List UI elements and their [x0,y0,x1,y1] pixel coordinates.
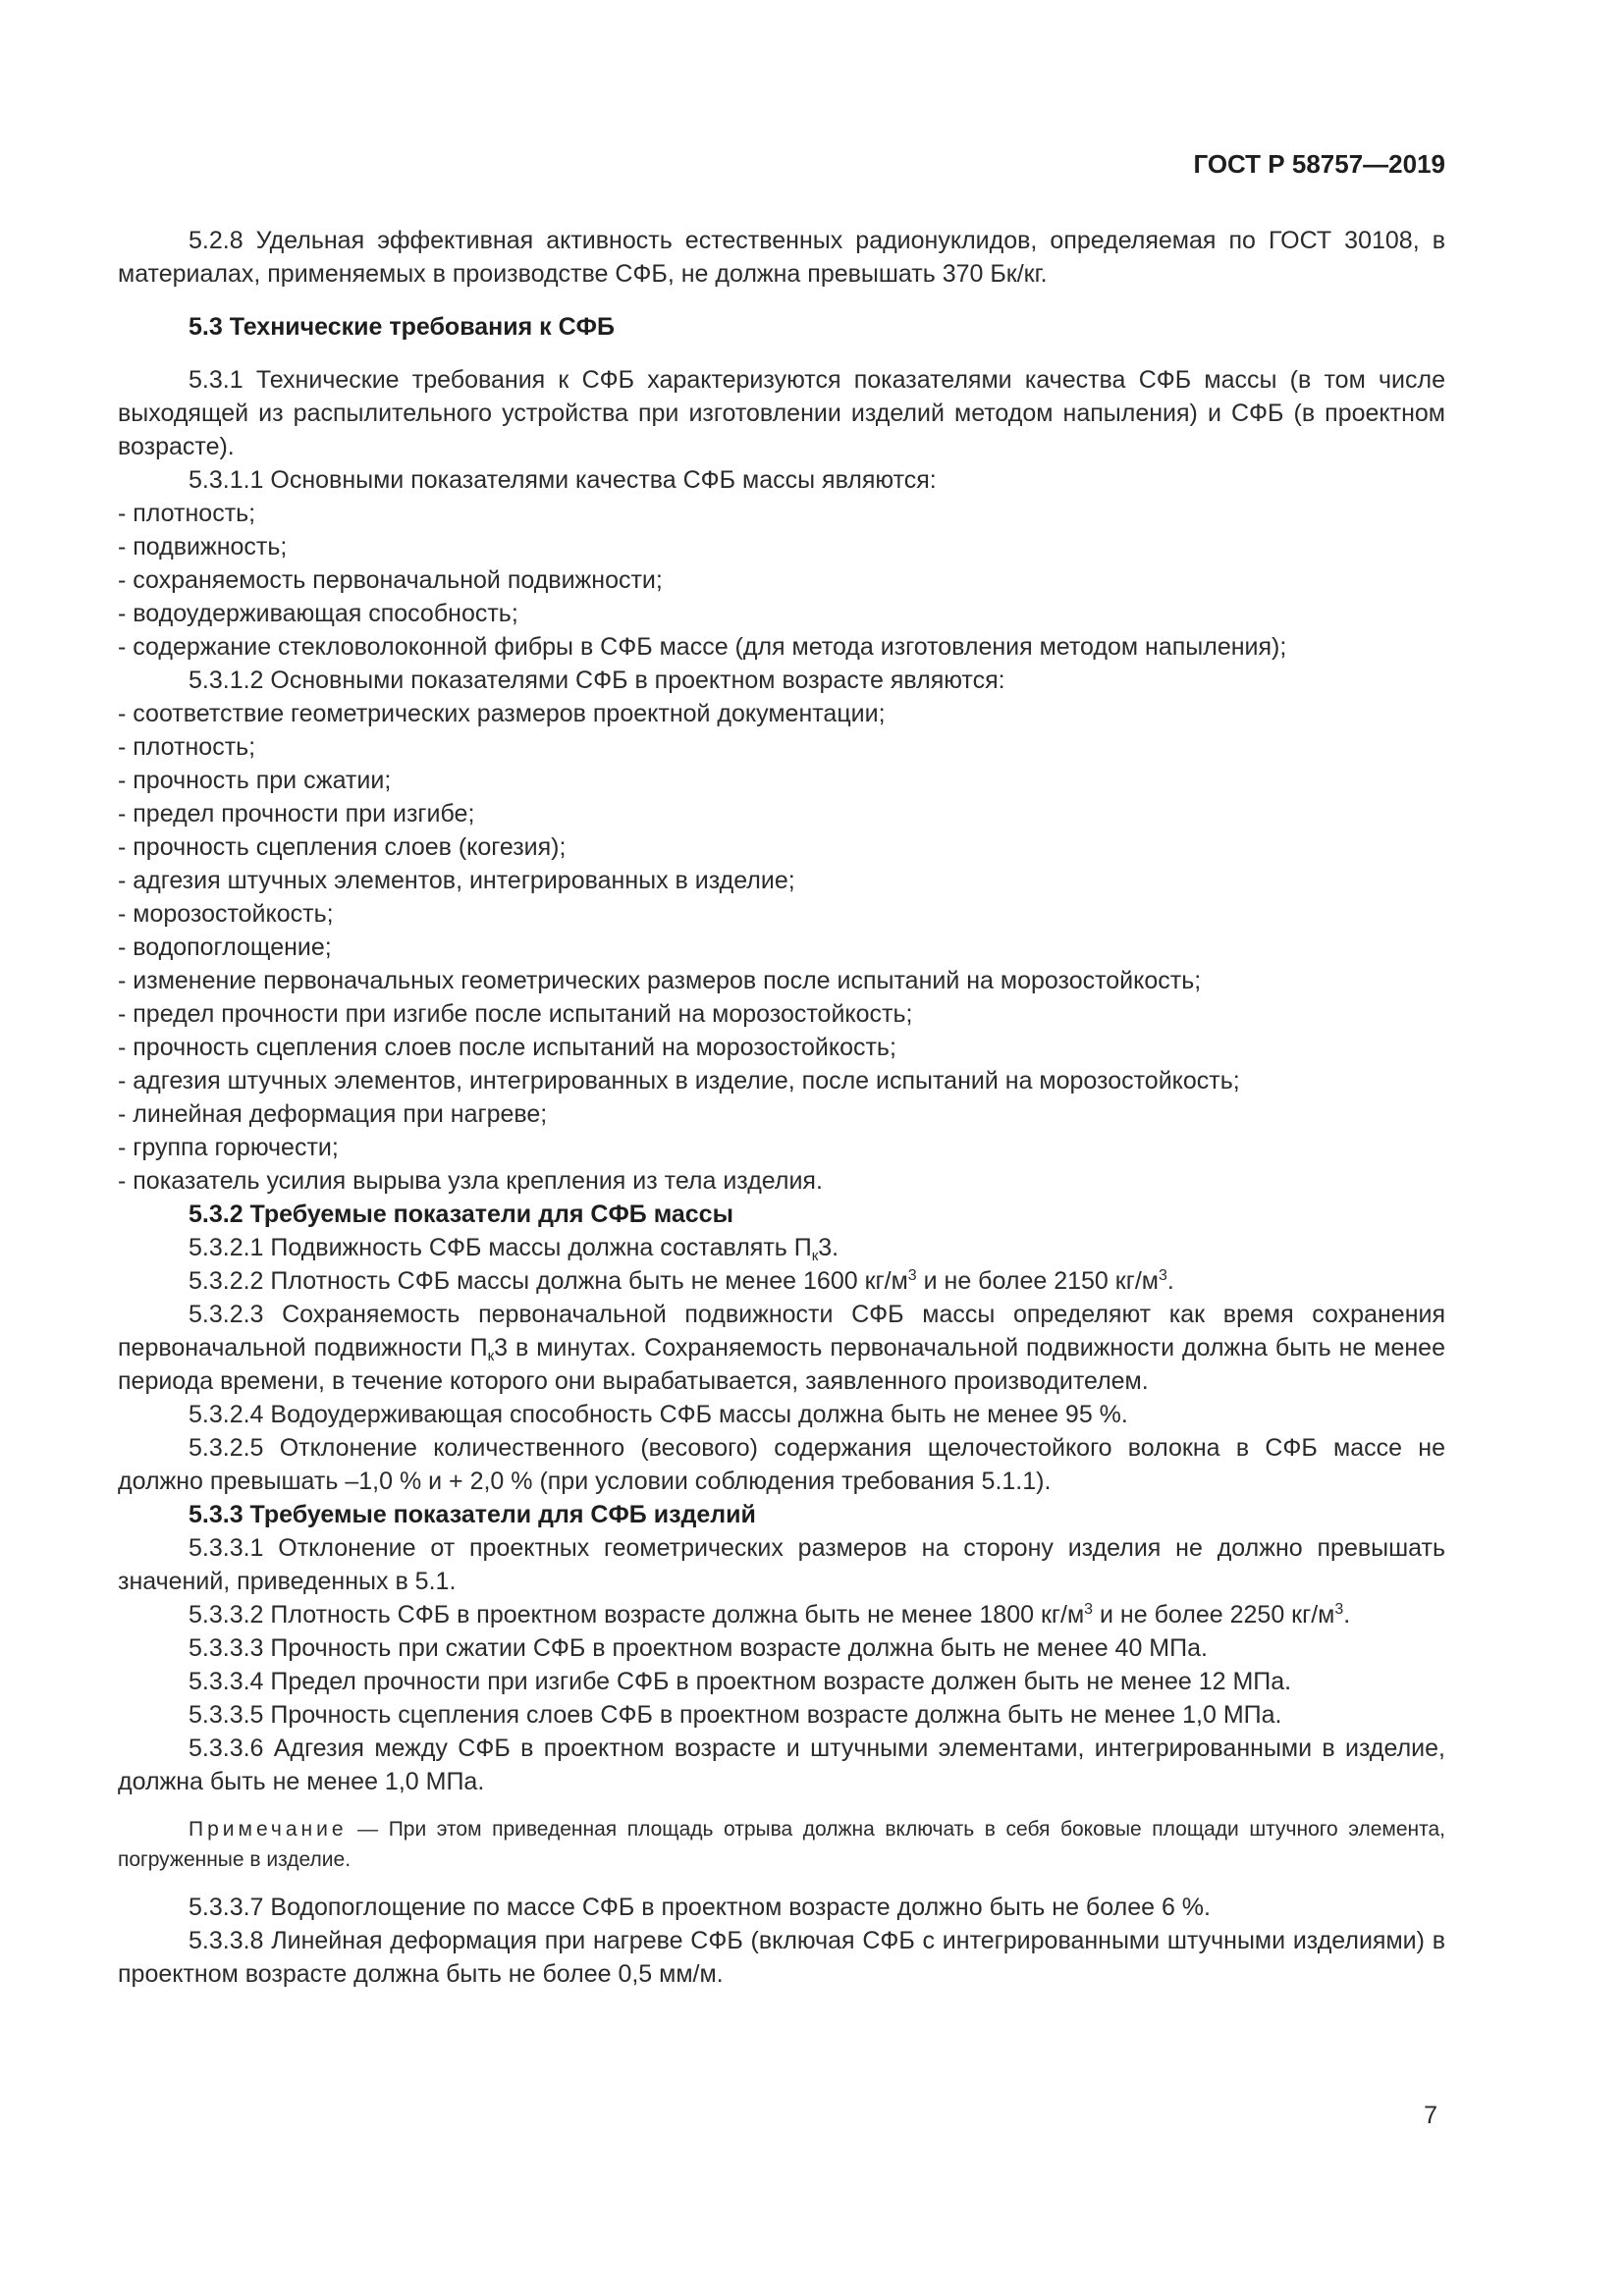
section-heading-5-3-3: 5.3.3 Требуемые показатели для СФБ изделий [189,1501,756,1528]
paragraph-5-3-3-4: 5.3.3.4 Предел прочности при изгибе СФБ в проектном возрасте должен быть не менее 12 МПа. [189,1668,1292,1695]
list-item: - предел прочности при изгибе; [118,800,475,828]
list-item: - плотность; [118,733,256,761]
list-item: - подвижность; [118,533,288,561]
paragraph-5-3-1: 5.3.1 Технические требования к СФБ характеризуются показателями качества СФБ массы (в том числе выходящей из распылительного устройства при изготовлении изделий методом напыления) и СФБ (в проектном возрасте). [118,366,1445,460]
section-heading-5-3: 5.3 Технические требования к СФБ [189,313,615,341]
list-item: - водопоглощение; [118,934,332,961]
paragraph-5-3-3-6: 5.3.3.6 Адгезия между СФБ в проектном возрасте и штучными элементами, интегрированными в изделие, должна быть не менее 1,0 МПа. [118,1735,1445,1795]
list-item: - морозостойкость; [118,900,334,928]
paragraph-5-3-3-1: 5.3.3.1 Отклонение от проектных геометрических размеров на сторону изделия не должно превышать значений, приведенных в 5.1. [118,1534,1445,1595]
list-item: - прочность сцепления слоев (когезия); [118,833,567,861]
paragraph-5-3-2-2: 5.3.2.2 Плотность СФБ массы должна быть не менее 1600 $кг/м^3$ и не более 2150 $кг/м^3$. [189,1267,1174,1295]
document-body [118,224,1445,1991]
list-item: - плотность; [118,500,256,527]
list-item: - группа горючести; [118,1134,339,1161]
note-label: Примечание [189,1818,348,1841]
paragraph-5-3-3-2: 5.3.3.2 Плотность СФБ в проектном возрасте должна быть не менее 1800 $кг/м^3$ и не более 2250 $кг/м^3$. [189,1601,1351,1629]
list-item: - соответствие геометрических размеров проектной документации; [118,700,886,727]
paragraph-5-3-3-3: 5.3.3.3 Прочность при сжатии СФБ в проектном возрасте должна быть не менее 40 МПа. [189,1634,1208,1662]
standard-header: ГОСТ Р 58757—2019 [1193,149,1445,179]
paragraph-5-3-3-5: 5.3.3.5 Прочность сцепления слоев СФБ в проектном возрасте должна быть не менее 1,0 МПа. [189,1701,1282,1729]
paragraph-5-3-2-1: 5.3.2.1 Подвижность СФБ массы должна составлять $П_к3$. [189,1234,839,1264]
page-number: 7 [1424,2102,1437,2129]
section-heading-5-3-2: 5.3.2 Требуемые показатели для СФБ массы [189,1201,733,1228]
paragraph-5-3-2-3: 5.3.2.3 Сохраняемость первоначальной подвижности СФБ массы определяют как время сохранения первоначальной подвижности $П_к3$ в минутах. Сохраняемость первоначальной подвижности должна быть не менее периода времени, в течение которого они вырабатывается, заявленного производителем. [118,1301,1445,1395]
paragraph-5-3-1-2: 5.3.1.2 Основными показателями СФБ в проектном возрасте являются: [189,667,1005,694]
note-text: — При этом приведенная площадь отрыва должна включать в себя боковые площади штучного элемента, погруженные в изделие. [118,1818,1445,1871]
list-item: - показатель усилия вырыва узла крепления из тела изделия. [118,1167,823,1195]
paragraph-5-3-3-7: 5.3.3.7 Водопоглощение по массе СФБ в проектном возрасте должно быть не более 6 %. [189,1894,1211,1921]
list-item: - изменение первоначальных геометрических размеров после испытаний на морозостойкость; [118,967,1202,994]
list-item: - прочность при сжатии; [118,767,392,794]
list-item: - линейная деформация при нагреве; [118,1100,548,1128]
list-item: - водоудерживающая способность; [118,600,518,627]
paragraph-5-3-3-8: 5.3.3.8 Линейная деформация при нагреве СФБ (включая СФБ с интегрированными штучными изделиями) в проектном возрасте должна быть не более 0,5 мм/м. [118,1927,1445,1988]
list-item: - предел прочности при изгибе после испытаний на морозостойкость; [118,1000,913,1028]
list-item: - сохраняемость первоначальной подвижности; [118,566,663,594]
paragraph-5-3-1-1: 5.3.1.1 Основными показателями качества СФБ массы являются: [189,466,937,494]
paragraph-5-2-8: 5.2.8 Удельная эффективная активность естественных радионуклидов, определяемая по ГОСТ 30108, в материалах, применяемых в производстве СФБ, не должна превышать 370 Бк/кг. [118,227,1445,288]
note [118,1814,1445,1875]
paragraph-5-3-2-5: 5.3.2.5 Отклонение количественного (весового) содержания щелочестойкого волокна в СФБ массе не должно превышать –1,0 % и + 2,0 % (при условии соблюдения требования 5.1.1). [118,1434,1445,1495]
list-item: - адгезия штучных элементов, интегрированных в изделие; [118,867,795,894]
list-item: - адгезия штучных элементов, интегрированных в изделие, после испытаний на морозостойкость; [118,1067,1240,1095]
paragraph-5-3-2-4: 5.3.2.4 Водоудерживающая способность СФБ массы должна быть не менее 95 %. [189,1401,1128,1428]
list-item: - содержание стекловолоконной фибры в СФБ массе (для метода изготовления методом напыления); [118,633,1287,661]
list-item: - прочность сцепления слоев после испытаний на морозостойкость; [118,1034,896,1061]
